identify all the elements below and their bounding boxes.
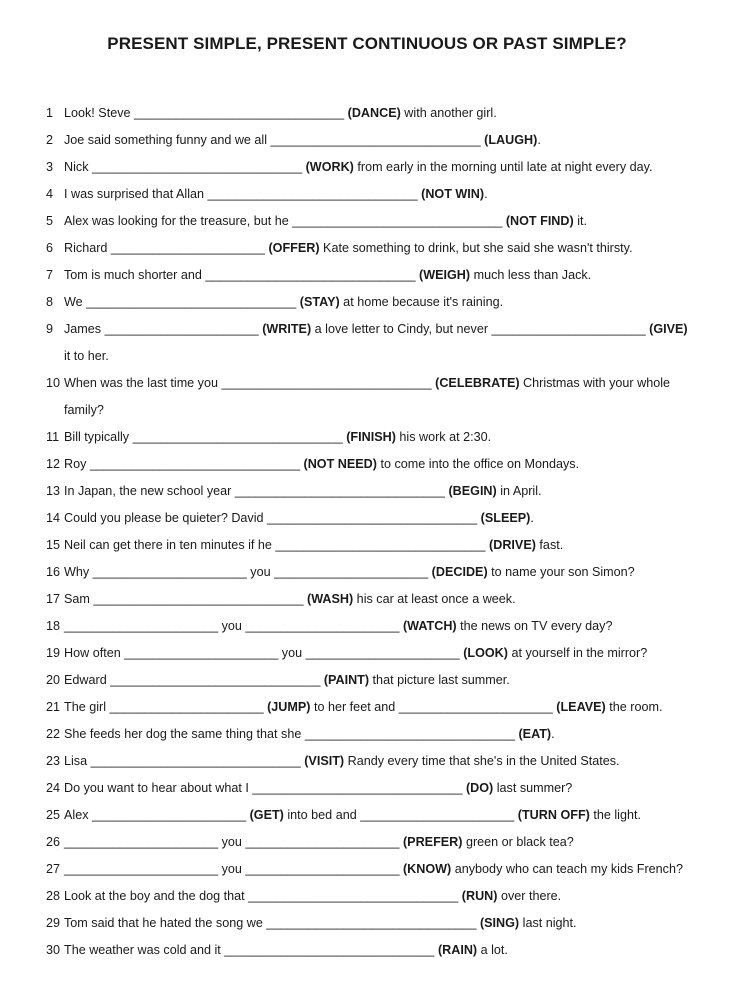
verb-prompt: (SING) bbox=[479, 916, 520, 930]
verb-prompt: (GIVE) bbox=[649, 322, 688, 336]
item-text: How often ______________________ you ______________________ bbox=[64, 646, 464, 660]
verb-prompt: (DANCE) bbox=[347, 106, 401, 120]
item-text: ______________________ you ______________________ bbox=[64, 619, 403, 633]
verb-prompt: (WRITE) bbox=[262, 322, 312, 336]
item-number: 3 bbox=[46, 160, 54, 174]
exercise-item-7 bbox=[46, 264, 591, 286]
exercise-item-28 bbox=[46, 885, 561, 907]
item-number: 29 bbox=[46, 916, 61, 930]
item-text: much less than Jack. bbox=[470, 268, 592, 282]
item-number: 22 bbox=[46, 727, 61, 741]
exercise-item-9 bbox=[46, 318, 688, 340]
exercise-item-26 bbox=[46, 831, 574, 853]
verb-prompt: (NOT WIN) bbox=[421, 187, 485, 201]
verb-prompt: (VISIT) bbox=[304, 754, 345, 768]
item-text: fast. bbox=[535, 538, 564, 552]
exercise-item-5 bbox=[46, 210, 587, 232]
item-number: 27 bbox=[46, 862, 61, 876]
exercise-item-22 bbox=[46, 723, 555, 745]
verb-prompt: (KNOW) bbox=[402, 862, 452, 876]
item-text: In Japan, the new school year ______________________________ bbox=[64, 484, 449, 498]
item-text: a lot. bbox=[477, 943, 508, 957]
item-text: She feeds her dog the same thing that she ______________________________ bbox=[64, 727, 519, 741]
verb-prompt: (TURN OFF) bbox=[517, 808, 590, 822]
item-text: Look! Steve ______________________________ bbox=[64, 106, 348, 120]
item-number: 30 bbox=[46, 943, 61, 957]
item-text: Roy ______________________________ bbox=[64, 457, 304, 471]
verb-prompt: (SLEEP) bbox=[480, 511, 531, 525]
verb-prompt: (OFFER) bbox=[268, 241, 320, 255]
exercise-item-27 bbox=[46, 858, 683, 880]
item-text: Alex ______________________ bbox=[64, 808, 250, 822]
item-text: in April. bbox=[496, 484, 542, 498]
item-text: Alex was looking for the treasure, but he ______________________________ bbox=[64, 214, 506, 228]
verb-prompt: (LAUGH) bbox=[484, 133, 538, 147]
verb-prompt: (NOT FIND) bbox=[505, 214, 574, 228]
item-text: Could you please be quieter? David ______________________________ bbox=[64, 511, 481, 525]
item-text: the news on TV every day? bbox=[456, 619, 613, 633]
item-text: . bbox=[537, 133, 541, 147]
item-number: 1 bbox=[46, 106, 54, 120]
item-text: it. bbox=[573, 214, 587, 228]
item-number: 25 bbox=[46, 808, 61, 822]
item-text: the light. bbox=[589, 808, 641, 822]
item-number: 14 bbox=[46, 511, 61, 525]
verb-prompt: (WASH) bbox=[307, 592, 354, 606]
item-text: over there. bbox=[497, 889, 562, 903]
item-text: his car at least once a week. bbox=[353, 592, 516, 606]
item-text: Nick ______________________________ bbox=[64, 160, 306, 174]
verb-prompt: (JUMP) bbox=[267, 700, 311, 714]
item-text: ______________________ you ______________________ bbox=[64, 835, 403, 849]
item-text: Joe said something funny and we all ______________________________ bbox=[64, 133, 485, 147]
verb-prompt: (EAT) bbox=[518, 727, 552, 741]
exercise-item-10-continuation: family? bbox=[64, 403, 104, 417]
verb-prompt: (PAINT) bbox=[323, 673, 370, 687]
item-text: The girl ______________________ bbox=[64, 700, 268, 714]
item-number: 10 bbox=[46, 376, 61, 390]
item-text: Lisa ______________________________ bbox=[64, 754, 305, 768]
item-number: 2 bbox=[46, 133, 54, 147]
item-number: 28 bbox=[46, 889, 61, 903]
verb-prompt: (GET) bbox=[249, 808, 284, 822]
item-text: into bed and ______________________ bbox=[283, 808, 518, 822]
item-text: from early in the morning until late at night every day. bbox=[353, 160, 653, 174]
item-text: Bill typically ______________________________ bbox=[64, 430, 347, 444]
item-text: I was surprised that Allan ______________________________ bbox=[64, 187, 422, 201]
item-number: 13 bbox=[46, 484, 61, 498]
item-text: ______________________ you ______________________ bbox=[64, 862, 403, 876]
verb-prompt: (STAY) bbox=[299, 295, 340, 309]
item-text: that picture last summer. bbox=[369, 673, 510, 687]
item-text: at yourself in the mirror? bbox=[507, 646, 648, 660]
item-text: last night. bbox=[519, 916, 577, 930]
item-number: 7 bbox=[46, 268, 54, 282]
verb-prompt: (FINISH) bbox=[346, 430, 396, 444]
item-number: 26 bbox=[46, 835, 61, 849]
item-text: Why ______________________ you ______________________ bbox=[64, 565, 432, 579]
verb-prompt: (BEGIN) bbox=[448, 484, 497, 498]
verb-prompt: (DO) bbox=[465, 781, 494, 795]
verb-prompt: (WATCH) bbox=[402, 619, 457, 633]
exercise-item-18 bbox=[46, 615, 613, 637]
item-text: . bbox=[551, 727, 555, 741]
exercise-item-25 bbox=[46, 804, 641, 826]
item-text: . bbox=[484, 187, 488, 201]
item-text: Richard ______________________ bbox=[64, 241, 269, 255]
exercise-item-11 bbox=[46, 426, 491, 448]
item-number: 20 bbox=[46, 673, 61, 687]
item-text: Christmas with your whole bbox=[519, 376, 671, 390]
exercise-item-23 bbox=[46, 750, 620, 772]
exercise-item-3 bbox=[46, 156, 653, 178]
exercise-item-12 bbox=[46, 453, 579, 475]
exercise-item-16 bbox=[46, 561, 635, 583]
item-number: 5 bbox=[46, 214, 54, 228]
item-text: to come into the office on Mondays. bbox=[376, 457, 580, 471]
item-number: 19 bbox=[46, 646, 61, 660]
item-number: 17 bbox=[46, 592, 61, 606]
item-text: Tom said that he hated the song we ______________________________ bbox=[64, 916, 480, 930]
exercise-item-10 bbox=[46, 372, 670, 394]
item-text: a love letter to Cindy, but never ______________________ bbox=[311, 322, 650, 336]
item-number: 4 bbox=[46, 187, 54, 201]
item-text: Tom is much shorter and ______________________________ bbox=[64, 268, 420, 282]
exercise-item-15 bbox=[46, 534, 563, 556]
verb-prompt: (DRIVE) bbox=[489, 538, 536, 552]
item-text: Neil can get there in ten minutes if he ______________________________ bbox=[64, 538, 490, 552]
exercise-item-30 bbox=[46, 939, 508, 961]
item-text: last summer? bbox=[493, 781, 573, 795]
verb-prompt: (CELEBRATE) bbox=[435, 376, 520, 390]
item-text: Edward ______________________________ bbox=[64, 673, 324, 687]
exercise-item-29 bbox=[46, 912, 577, 934]
verb-prompt: (WORK) bbox=[305, 160, 354, 174]
exercise-item-4 bbox=[46, 183, 488, 205]
verb-prompt: (LEAVE) bbox=[556, 700, 606, 714]
exercise-item-1 bbox=[46, 102, 497, 124]
item-number: 18 bbox=[46, 619, 61, 633]
item-text: We ______________________________ bbox=[64, 295, 300, 309]
item-number: 9 bbox=[46, 322, 54, 336]
exercise-item-20 bbox=[46, 669, 510, 691]
exercise-item-9-continuation: it to her. bbox=[64, 349, 109, 363]
exercise-item-13 bbox=[46, 480, 542, 502]
item-number: 15 bbox=[46, 538, 61, 552]
item-text: his work at 2:30. bbox=[395, 430, 492, 444]
item-text: anybody who can teach my kids French? bbox=[451, 862, 683, 876]
item-number: 16 bbox=[46, 565, 61, 579]
exercise-item-8 bbox=[46, 291, 503, 313]
item-text: Kate something to drink, but she said she wasn't thirsty. bbox=[319, 241, 633, 255]
page-title: PRESENT SIMPLE, PRESENT CONTINUOUS OR PAST SIMPLE? bbox=[107, 34, 627, 53]
verb-prompt: (WEIGH) bbox=[419, 268, 471, 282]
verb-prompt: (NOT NEED) bbox=[303, 457, 377, 471]
exercise-item-19 bbox=[46, 642, 647, 664]
exercise-item-2 bbox=[46, 129, 541, 151]
item-number: 24 bbox=[46, 781, 61, 795]
item-number: 23 bbox=[46, 754, 61, 768]
verb-prompt: (PREFER) bbox=[402, 835, 463, 849]
item-text: Do you want to hear about what I ______________________________ bbox=[64, 781, 466, 795]
item-text: to her feet and ______________________ bbox=[310, 700, 557, 714]
item-text: green or black tea? bbox=[462, 835, 574, 849]
item-number: 21 bbox=[46, 700, 61, 714]
item-number: 6 bbox=[46, 241, 54, 255]
item-text: with another girl. bbox=[400, 106, 497, 120]
item-number: 11 bbox=[46, 430, 60, 444]
item-number: 12 bbox=[46, 457, 61, 471]
item-text: Sam ______________________________ bbox=[64, 592, 308, 606]
exercise-item-6 bbox=[46, 237, 633, 259]
item-text: at home because it's raining. bbox=[339, 295, 504, 309]
verb-prompt: (DECIDE) bbox=[431, 565, 488, 579]
item-text: . bbox=[530, 511, 534, 525]
item-number: 8 bbox=[46, 295, 54, 309]
exercise-item-21 bbox=[46, 696, 662, 718]
item-text: Look at the boy and the dog that ______________________________ bbox=[64, 889, 462, 903]
verb-prompt: (LOOK) bbox=[463, 646, 508, 660]
exercise-item-17 bbox=[46, 588, 516, 610]
exercise-item-24 bbox=[46, 777, 572, 799]
verb-prompt: (RUN) bbox=[461, 889, 498, 903]
item-text: James ______________________ bbox=[64, 322, 263, 336]
item-text: the room. bbox=[605, 700, 663, 714]
item-text: to name your son Simon? bbox=[487, 565, 635, 579]
item-text: When was the last time you ______________________________ bbox=[64, 376, 436, 390]
item-text: Randy every time that she's in the United States. bbox=[344, 754, 620, 768]
item-text: The weather was cold and it ______________________________ bbox=[64, 943, 438, 957]
exercise-item-14 bbox=[46, 507, 534, 529]
verb-prompt: (RAIN) bbox=[437, 943, 478, 957]
